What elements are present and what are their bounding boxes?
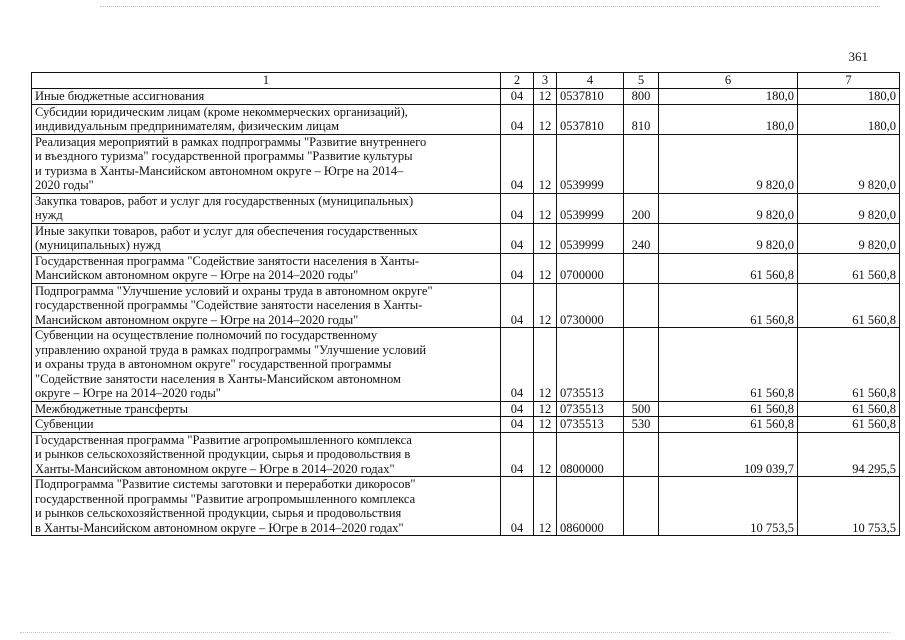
table-row xyxy=(32,104,900,134)
section-code-cell: 04 xyxy=(501,401,534,417)
amount-year1-cell: 61 560,8 xyxy=(659,283,798,328)
row-name-line: и рынков сельскохозяйственной продукции, сырья и продовольствия в xyxy=(35,447,411,461)
amount-year1-cell: 61 560,8 xyxy=(659,328,798,402)
row-name-cell xyxy=(32,417,501,433)
row-name-line: и туризма в Ханты-Мансийском автономном округе – Югре на 2014– xyxy=(35,163,404,178)
amount-year2-cell: 61 560,8 xyxy=(798,253,900,283)
subsection-code-cell: 12 xyxy=(534,134,557,193)
row-name-line: Иные бюджетные ассигнования xyxy=(35,89,205,103)
row-name-line: (муниципальных) нужд xyxy=(35,238,161,252)
target-article-cell: 0539999 xyxy=(557,134,624,193)
scan-edge-bottom xyxy=(20,632,890,633)
target-article-cell: 0860000 xyxy=(557,477,624,536)
amount-year2-cell: 61 560,8 xyxy=(798,328,900,402)
row-name-cell xyxy=(32,477,501,536)
amount-year2-cell: 9 820,0 xyxy=(798,193,900,223)
amount-year1-cell: 180,0 xyxy=(659,89,798,105)
amount-year1-cell: 61 560,8 xyxy=(659,401,798,417)
row-name-line: Субсидии юридическим лицам (кроме некоммерческих организаций), xyxy=(35,104,408,119)
row-name-line: и въездного туризма" государственной программы "Развитие культуры xyxy=(35,149,413,163)
table-row xyxy=(32,134,900,193)
amount-year2-cell: 10 753,5 xyxy=(798,477,900,536)
row-name-cell xyxy=(32,223,501,253)
section-code-cell: 04 xyxy=(501,193,534,223)
row-name-line: "Содействие занятости населения в Ханты-Мансийском автономном xyxy=(35,371,401,386)
amount-year1-cell: 109 039,7 xyxy=(659,432,798,477)
row-name-line: 2020 годы" xyxy=(35,178,94,192)
expense-type-cell xyxy=(624,134,659,193)
row-name-line: Субвенции xyxy=(35,417,94,431)
header-cell: 1 xyxy=(32,73,501,89)
row-name-line: округе – Югре на 2014–2020 годы" xyxy=(35,386,221,400)
target-article-cell: 0730000 xyxy=(557,283,624,328)
subsection-code-cell: 12 xyxy=(534,328,557,402)
row-name-line: индивидуальным предпринимателям, физическим лицам xyxy=(35,119,340,133)
table-row xyxy=(32,401,900,417)
table-row xyxy=(32,253,900,283)
amount-year1-cell: 9 820,0 xyxy=(659,193,798,223)
subsection-code-cell: 12 xyxy=(534,283,557,328)
table-row xyxy=(32,417,900,433)
row-name-cell xyxy=(32,432,501,477)
expense-type-cell: 240 xyxy=(624,223,659,253)
header-cell: 6 xyxy=(659,73,798,89)
section-code-cell: 04 xyxy=(501,223,534,253)
expense-type-cell: 800 xyxy=(624,89,659,105)
target-article-cell: 0735513 xyxy=(557,417,624,433)
amount-year1-cell: 10 753,5 xyxy=(659,477,798,536)
row-name-cell xyxy=(32,253,501,283)
header-cell: 4 xyxy=(557,73,624,89)
target-article-cell: 0539999 xyxy=(557,193,624,223)
header-cell: 5 xyxy=(624,73,659,89)
row-name-cell xyxy=(32,134,501,193)
row-name-line: нужд xyxy=(35,208,63,222)
table-row xyxy=(32,89,900,105)
section-code-cell: 04 xyxy=(501,104,534,134)
row-name-line: Реализация мероприятий в рамках подпрограммы "Развитие внутреннего xyxy=(35,134,427,149)
table-row xyxy=(32,283,900,328)
amount-year2-cell: 61 560,8 xyxy=(798,283,900,328)
subsection-code-cell: 12 xyxy=(534,477,557,536)
section-code-cell: 04 xyxy=(501,328,534,402)
row-name-line: управлению охраной труда в рамках подпрограммы "Улучшение условий xyxy=(35,342,427,357)
row-name-line: Закупка товаров, работ и услуг для государственных (муниципальных) xyxy=(35,193,414,208)
table-row xyxy=(32,193,900,223)
subsection-code-cell: 12 xyxy=(534,401,557,417)
expense-type-cell: 810 xyxy=(624,104,659,134)
row-name-line: Ханты-Мансийском автономном округе – Югре в 2014–2020 годах" xyxy=(35,461,395,476)
expense-type-cell: 530 xyxy=(624,417,659,433)
row-name-line: государственной программы "Содействие занятости населения в Ханты- xyxy=(35,298,423,312)
amount-year2-cell: 180,0 xyxy=(798,104,900,134)
row-name-cell xyxy=(32,193,501,223)
row-name-line: Подпрограмма "Улучшение условий и охраны труда в автономном округе" xyxy=(35,283,433,298)
row-name-line: Мансийском автономном округе – Югре на 2014–2020 годы" xyxy=(35,312,359,327)
target-article-cell: 0700000 xyxy=(557,253,624,283)
row-name-line: и охраны труда в автономном округе" государственной программы xyxy=(35,357,392,371)
subsection-code-cell: 12 xyxy=(534,253,557,283)
subsection-code-cell: 12 xyxy=(534,104,557,134)
section-code-cell: 04 xyxy=(501,89,534,105)
table-header-row xyxy=(32,73,900,89)
amount-year2-cell: 61 560,8 xyxy=(798,417,900,433)
target-article-cell: 0735513 xyxy=(557,328,624,402)
expense-type-cell xyxy=(624,283,659,328)
expense-type-cell: 200 xyxy=(624,193,659,223)
subsection-code-cell: 12 xyxy=(534,89,557,105)
amount-year1-cell: 61 560,8 xyxy=(659,417,798,433)
amount-year2-cell: 180,0 xyxy=(798,89,900,105)
section-code-cell: 04 xyxy=(501,477,534,536)
expense-type-cell xyxy=(624,253,659,283)
table-row xyxy=(32,432,900,477)
target-article-cell: 0800000 xyxy=(557,432,624,477)
row-name-cell xyxy=(32,104,501,134)
amount-year2-cell: 61 560,8 xyxy=(798,401,900,417)
expense-type-cell xyxy=(624,432,659,477)
target-article-cell: 0735513 xyxy=(557,401,624,417)
target-article-cell: 0539999 xyxy=(557,223,624,253)
section-code-cell: 04 xyxy=(501,417,534,433)
row-name-line: и рынков сельскохозяйственной продукции, сырья и продовольствия xyxy=(35,506,402,520)
header-cell: 3 xyxy=(534,73,557,89)
row-name-cell xyxy=(32,89,501,105)
subsection-code-cell: 12 xyxy=(534,417,557,433)
row-name-cell xyxy=(32,401,501,417)
row-name-line: Государственная программа "Содействие занятости населения в Ханты- xyxy=(35,253,420,268)
scan-edge-top xyxy=(100,6,880,7)
table-row xyxy=(32,477,900,536)
row-name-line: в Ханты-Мансийском автономном округе – Югре в 2014–2020 годах" xyxy=(35,520,404,535)
section-code-cell: 04 xyxy=(501,432,534,477)
amount-year2-cell: 9 820,0 xyxy=(798,134,900,193)
target-article-cell: 0537810 xyxy=(557,104,624,134)
row-name-line: Межбюджетные трансферты xyxy=(35,401,189,416)
section-code-cell: 04 xyxy=(501,134,534,193)
amount-year1-cell: 9 820,0 xyxy=(659,134,798,193)
row-name-line: Мансийском автономном округе – Югре на 2014–2020 годы" xyxy=(35,268,359,282)
section-code-cell: 04 xyxy=(501,283,534,328)
table-row xyxy=(32,328,900,402)
subsection-code-cell: 12 xyxy=(534,223,557,253)
row-name-cell xyxy=(32,283,501,328)
budget-table xyxy=(31,72,900,536)
row-name-line: Государственная программа "Развитие агропромышленного комплекса xyxy=(35,432,412,447)
subsection-code-cell: 12 xyxy=(534,193,557,223)
row-name-cell xyxy=(32,328,501,402)
page-number: 361 xyxy=(848,49,868,64)
amount-year2-cell: 9 820,0 xyxy=(798,223,900,253)
row-name-line: Иные закупки товаров, работ и услуг для обеспечения государственных xyxy=(35,223,418,238)
amount-year1-cell: 180,0 xyxy=(659,104,798,134)
target-article-cell: 0537810 xyxy=(557,89,624,105)
row-name-line: государственной программы "Развитие агропромышленного комплекса xyxy=(35,491,416,506)
expense-type-cell: 500 xyxy=(624,401,659,417)
amount-year1-cell: 9 820,0 xyxy=(659,223,798,253)
expense-type-cell xyxy=(624,477,659,536)
subsection-code-cell: 12 xyxy=(534,432,557,477)
amount-year2-cell: 94 295,5 xyxy=(798,432,900,477)
table-row xyxy=(32,223,900,253)
row-name-line: Подпрограмма "Развитие системы заготовки и переработки дикоросов" xyxy=(35,477,416,491)
section-code-cell: 04 xyxy=(501,253,534,283)
header-cell: 7 xyxy=(798,73,900,89)
amount-year1-cell: 61 560,8 xyxy=(659,253,798,283)
expense-type-cell xyxy=(624,328,659,402)
row-name-line: Субвенции на осуществление полномочий по государственному xyxy=(35,328,378,342)
header-cell: 2 xyxy=(501,73,534,89)
